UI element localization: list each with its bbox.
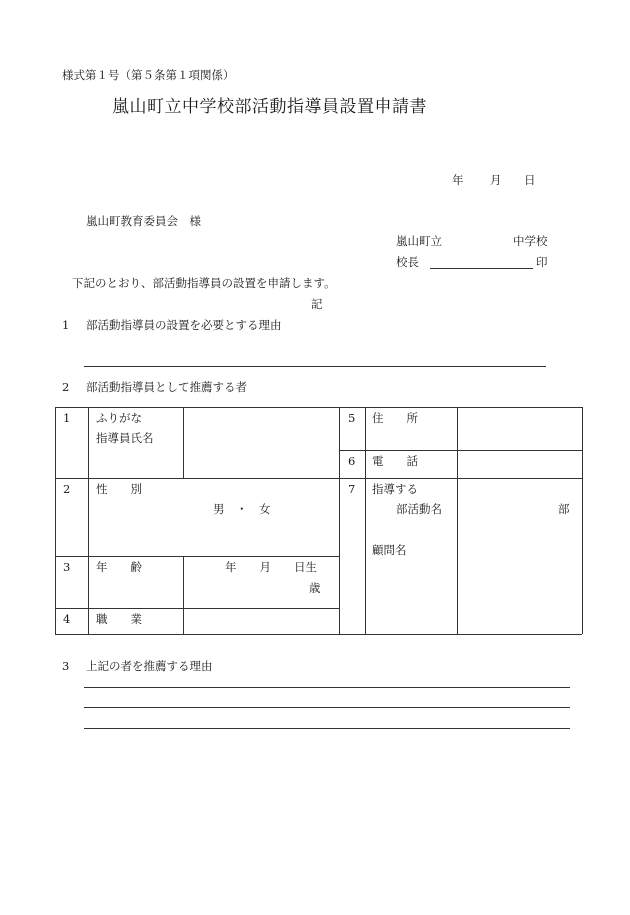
furigana-label: ふりがな	[96, 411, 142, 425]
gender-label: 性 別	[96, 482, 142, 496]
principal-label: 校長	[396, 255, 419, 269]
ki-mark: 記	[311, 297, 323, 311]
address-field[interactable]	[459, 409, 580, 449]
date-day: 日	[524, 173, 536, 187]
instructor-name-field[interactable]	[185, 409, 337, 476]
phone-label: 電 話	[372, 454, 418, 468]
occupation-field[interactable]	[185, 610, 337, 632]
gender-options[interactable]: 男 ・ 女	[213, 502, 271, 516]
principal-name-line	[430, 268, 533, 269]
seal-mark: 印	[536, 255, 548, 269]
row6-number: 6	[348, 454, 356, 468]
reason-line-3	[84, 728, 570, 729]
section3-number: 3	[62, 659, 70, 673]
advisor-label: 顧問名	[372, 543, 407, 557]
row5-number: 5	[348, 411, 356, 425]
date-month: 月	[490, 173, 502, 187]
addressee: 嵐山町教育委員会 様	[86, 214, 201, 228]
row3-number: 3	[63, 560, 71, 574]
date-year: 年	[452, 173, 464, 187]
document-title: 嵐山町立中学校部活動指導員設置申請書	[112, 97, 427, 117]
club-label-line2: 部活動名	[396, 502, 442, 516]
form-number: 様式第１号（第５条第１項関係）	[62, 68, 235, 82]
row1-number: 1	[63, 411, 71, 425]
phone-field[interactable]	[459, 452, 580, 477]
occupation-label: 職 業	[96, 612, 142, 626]
row7-number: 7	[348, 482, 356, 496]
reason-line-2	[84, 707, 570, 708]
school-prefix: 嵐山町立	[396, 234, 442, 248]
reason-line-1	[84, 687, 570, 688]
age-label: 年 齢	[96, 560, 142, 574]
club-field[interactable]	[459, 480, 580, 632]
intro-text: 下記のとおり、部活動指導員の設置を申請します。	[72, 276, 336, 290]
row4-number: 4	[63, 612, 71, 626]
section3-heading: 上記の者を推薦する理由	[86, 659, 213, 673]
birthdate-text: 年 月 日生	[225, 560, 317, 574]
club-suffix: 部	[558, 502, 570, 516]
section2-number: 2	[62, 380, 70, 394]
club-label-line1: 指導する	[372, 482, 418, 496]
age-unit: 歳	[309, 581, 321, 595]
instructor-name-label: 指導員氏名	[96, 431, 154, 445]
row2-number: 2	[63, 482, 71, 496]
section1-answer-line	[84, 366, 546, 367]
section1-heading: 部活動指導員の設置を必要とする理由	[86, 318, 282, 332]
address-label: 住 所	[372, 411, 418, 425]
section1-number: 1	[62, 318, 70, 332]
school-suffix: 中学校	[513, 234, 548, 248]
section2-heading: 部活動指導員として推薦する者	[86, 380, 247, 394]
